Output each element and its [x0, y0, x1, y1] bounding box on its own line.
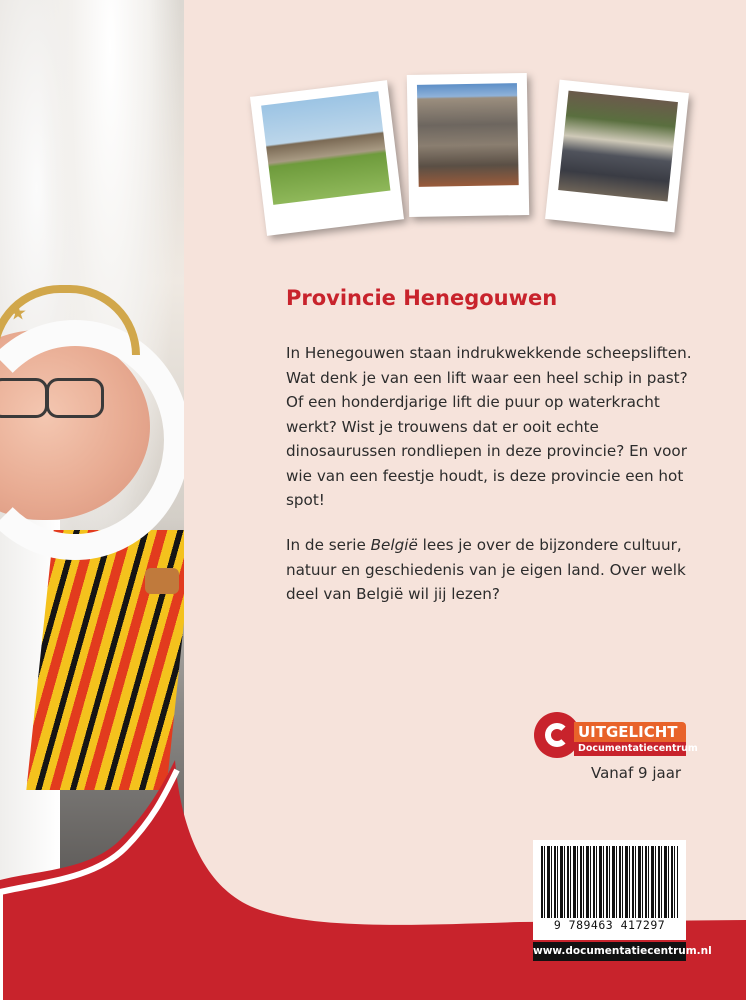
white-hood — [0, 320, 184, 560]
blurb-text-post: lees je over de bijzondere cultuur, natuur en geschiedenis van je eigen land. Over welk deel van België wil jij lezen? — [286, 536, 686, 603]
photo-street-parade — [558, 91, 678, 202]
blurb-paragraph-1: In Henegouwen staan indrukwekkende scheepsliften. Wat denk je van een lift waar een heel schip in past? Of een honderdjarige lift die puur op waterkracht werkt? Wist je trouwens dat er ooit echte dinosaurussen rondliepen in deze provincie? En voor wie van een feestje houdt, is deze provincie een hot spot! — [286, 344, 692, 509]
blurb-text-pre: In de serie — [286, 536, 371, 554]
logo-name: UITGELICHT — [574, 722, 686, 742]
series-name: België — [370, 536, 418, 554]
isbn-number: 9 789463 417297 — [553, 918, 666, 932]
polaroid-photo-abbey — [250, 80, 404, 236]
isbn-barcode — [533, 840, 686, 940]
logo-subtitle: Documentatiecentrum — [574, 742, 686, 756]
barcode-bars — [541, 846, 678, 918]
website-url: www.documentatiecentrum.nl — [533, 942, 686, 961]
photo-cathedral-aerial — [417, 83, 519, 187]
age-label: Vanaf 9 jaar — [591, 764, 682, 782]
glasses — [0, 378, 100, 418]
publisher-logo — [534, 712, 698, 758]
blurb-paragraph-2 — [286, 533, 706, 607]
polaroid-photo-parade — [545, 80, 689, 233]
polaroid-photo-cathedral — [407, 73, 529, 217]
book-title: Provincie Henegouwen — [286, 286, 558, 310]
sash-buckle — [145, 568, 179, 594]
hat-gold-brim — [0, 285, 140, 355]
photo-abbey-courtyard — [261, 91, 390, 205]
